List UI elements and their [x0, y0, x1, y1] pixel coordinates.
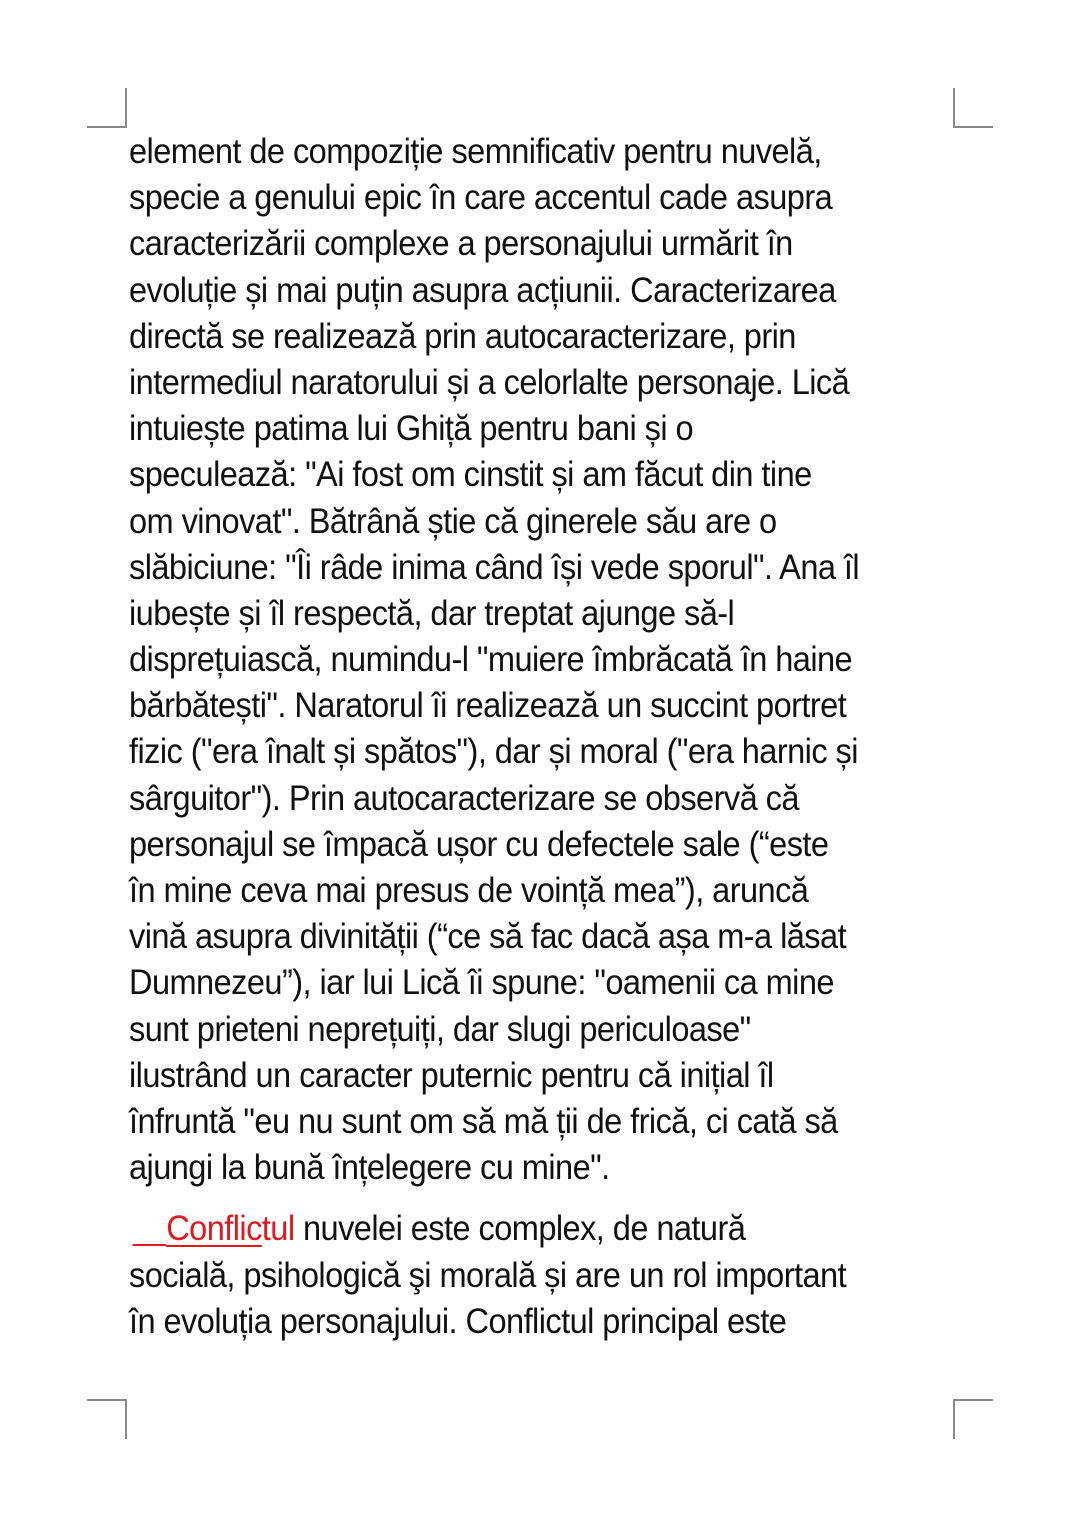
- crop-mark-top-right: [953, 88, 993, 128]
- text-line: fizic ("era înalt și spătos"), dar și moral ("era harnic și: [129, 732, 858, 772]
- text-line: iubește și îl respectă, dar treptat ajunge să-l: [129, 593, 735, 633]
- red-underline-indent: [133, 1244, 166, 1246]
- text-line: element de compoziție semnificativ pentru nuvelă,: [129, 132, 822, 171]
- text-line: ajungi la bună înțelegere cu mine".: [129, 1148, 610, 1188]
- crop-mark-bottom-left: [87, 1399, 127, 1439]
- text-line: personajul se împacă ușor cu defectele sale (“este: [129, 824, 829, 864]
- conflict-keyword-rest: tul: [261, 1209, 295, 1249]
- paragraph-conflict: [129, 1206, 959, 1345]
- text-line: intermediul naratorului și a celorlalte personaje. Lică: [129, 362, 850, 402]
- text-line: om vinovat". Bătrână știe că ginerele său are o: [129, 501, 777, 541]
- text-run: nuvelei este complex, de natură: [294, 1209, 746, 1249]
- text-line-first: [129, 1206, 901, 1252]
- text-line: specie a genului epic în care accentul cade asupra: [129, 178, 833, 218]
- text-line: bărbătești". Naratorul îi realizează un succint portret: [129, 686, 847, 726]
- paragraph-characterization: [129, 129, 959, 1191]
- text-line: sunt prieteni neprețuiți, dar slugi periculoase": [129, 1009, 751, 1049]
- text-line: sârguitor"). Prin autocaracterizare se observă că: [129, 778, 799, 818]
- text-line: înfruntă "eu nu sunt om să mă ții de frică, ci cată să: [129, 1101, 838, 1141]
- document-body: [129, 129, 959, 1345]
- text-line: ilustrând un caracter puternic pentru că inițial îl: [129, 1055, 774, 1095]
- text-line: speculează: "Ai fost om cinstit și am făcut din tine: [129, 455, 812, 495]
- text-line: directă se realizează prin autocaracterizare, prin: [129, 316, 796, 356]
- crop-mark-bottom-right: [953, 1399, 993, 1439]
- text-line: slăbiciune: "Îi râde inima când își vede sporul". Ana îl: [129, 547, 860, 587]
- text-line: Dumnezeu”), iar lui Lică îi spune: "oamenii ca mine: [129, 963, 834, 1003]
- text-line: în evoluția personajului. Conflictul principal este: [129, 1301, 787, 1341]
- text-line: disprețuiască, numindu-l "muiere îmbrăcată în haine: [129, 640, 853, 680]
- text-line: evoluție și mai puțin asupra acțiunii. Caracterizarea: [129, 270, 836, 310]
- text-line: vină asupra divinității (“ce să fac dacă așa m-a lăsat: [129, 917, 847, 957]
- crop-mark-top-left: [87, 88, 127, 128]
- text-line: caracterizării complexe a personajului urmărit în: [129, 224, 793, 264]
- text-line: intuiește patima lui Ghiță pentru bani și o: [129, 409, 694, 449]
- text-line: în mine ceva mai presus de voință mea”), aruncă: [129, 871, 809, 910]
- conflict-keyword-underlined: Conflic: [166, 1209, 262, 1249]
- text-line: socială, psihologică şi morală și are un rol important: [129, 1255, 847, 1295]
